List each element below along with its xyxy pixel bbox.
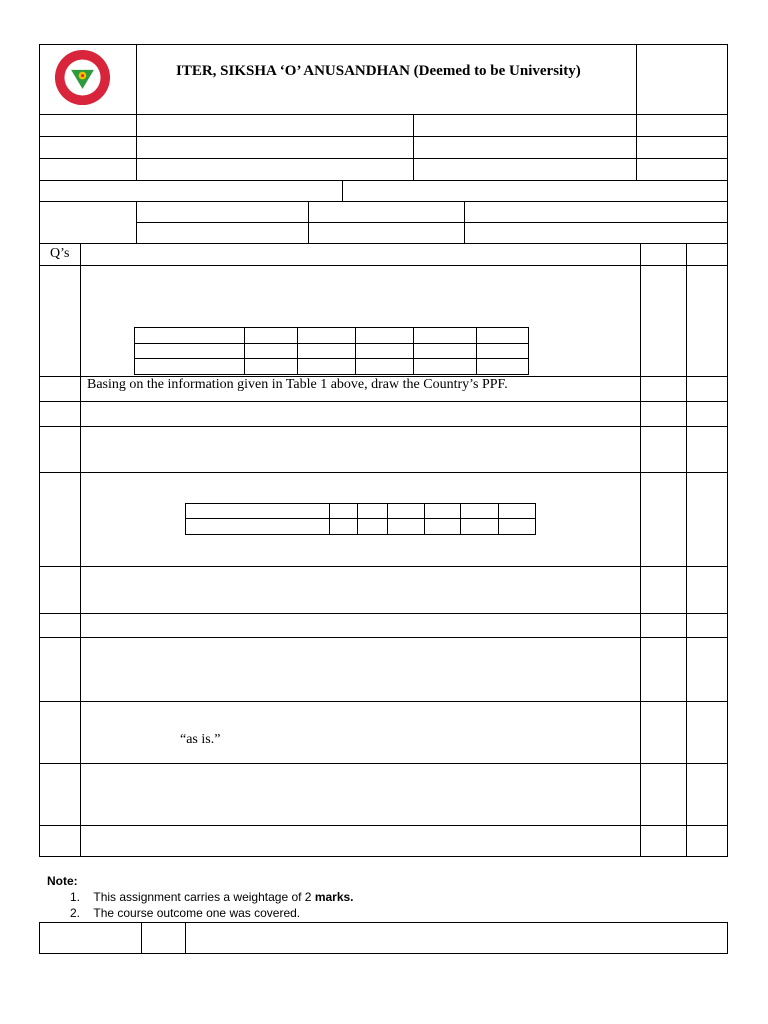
note-heading: Note: [47,874,78,888]
note-item-number: 1. [70,890,81,904]
university-seal-icon [54,49,111,106]
question-text-ppf: Basing on the information given in Table 1 above, draw the Country’s PPF. [87,377,508,392]
university-title: ITER, SIKSHA ‘O’ ANUSANDHAN (Deemed to be University) [176,63,581,79]
questions-column-header: Q’s [50,246,70,261]
note-item-text: This assignment carries a weightage of 2 [93,890,315,904]
note-item-number: 2. [70,906,81,920]
note-item-bold: marks. [314,890,354,904]
question-text-fragment: “as is.” [180,732,221,747]
note-item-2 [70,906,300,920]
note-item-text: The course outcome one was covered. [93,906,301,920]
note-item-1 [70,890,354,904]
